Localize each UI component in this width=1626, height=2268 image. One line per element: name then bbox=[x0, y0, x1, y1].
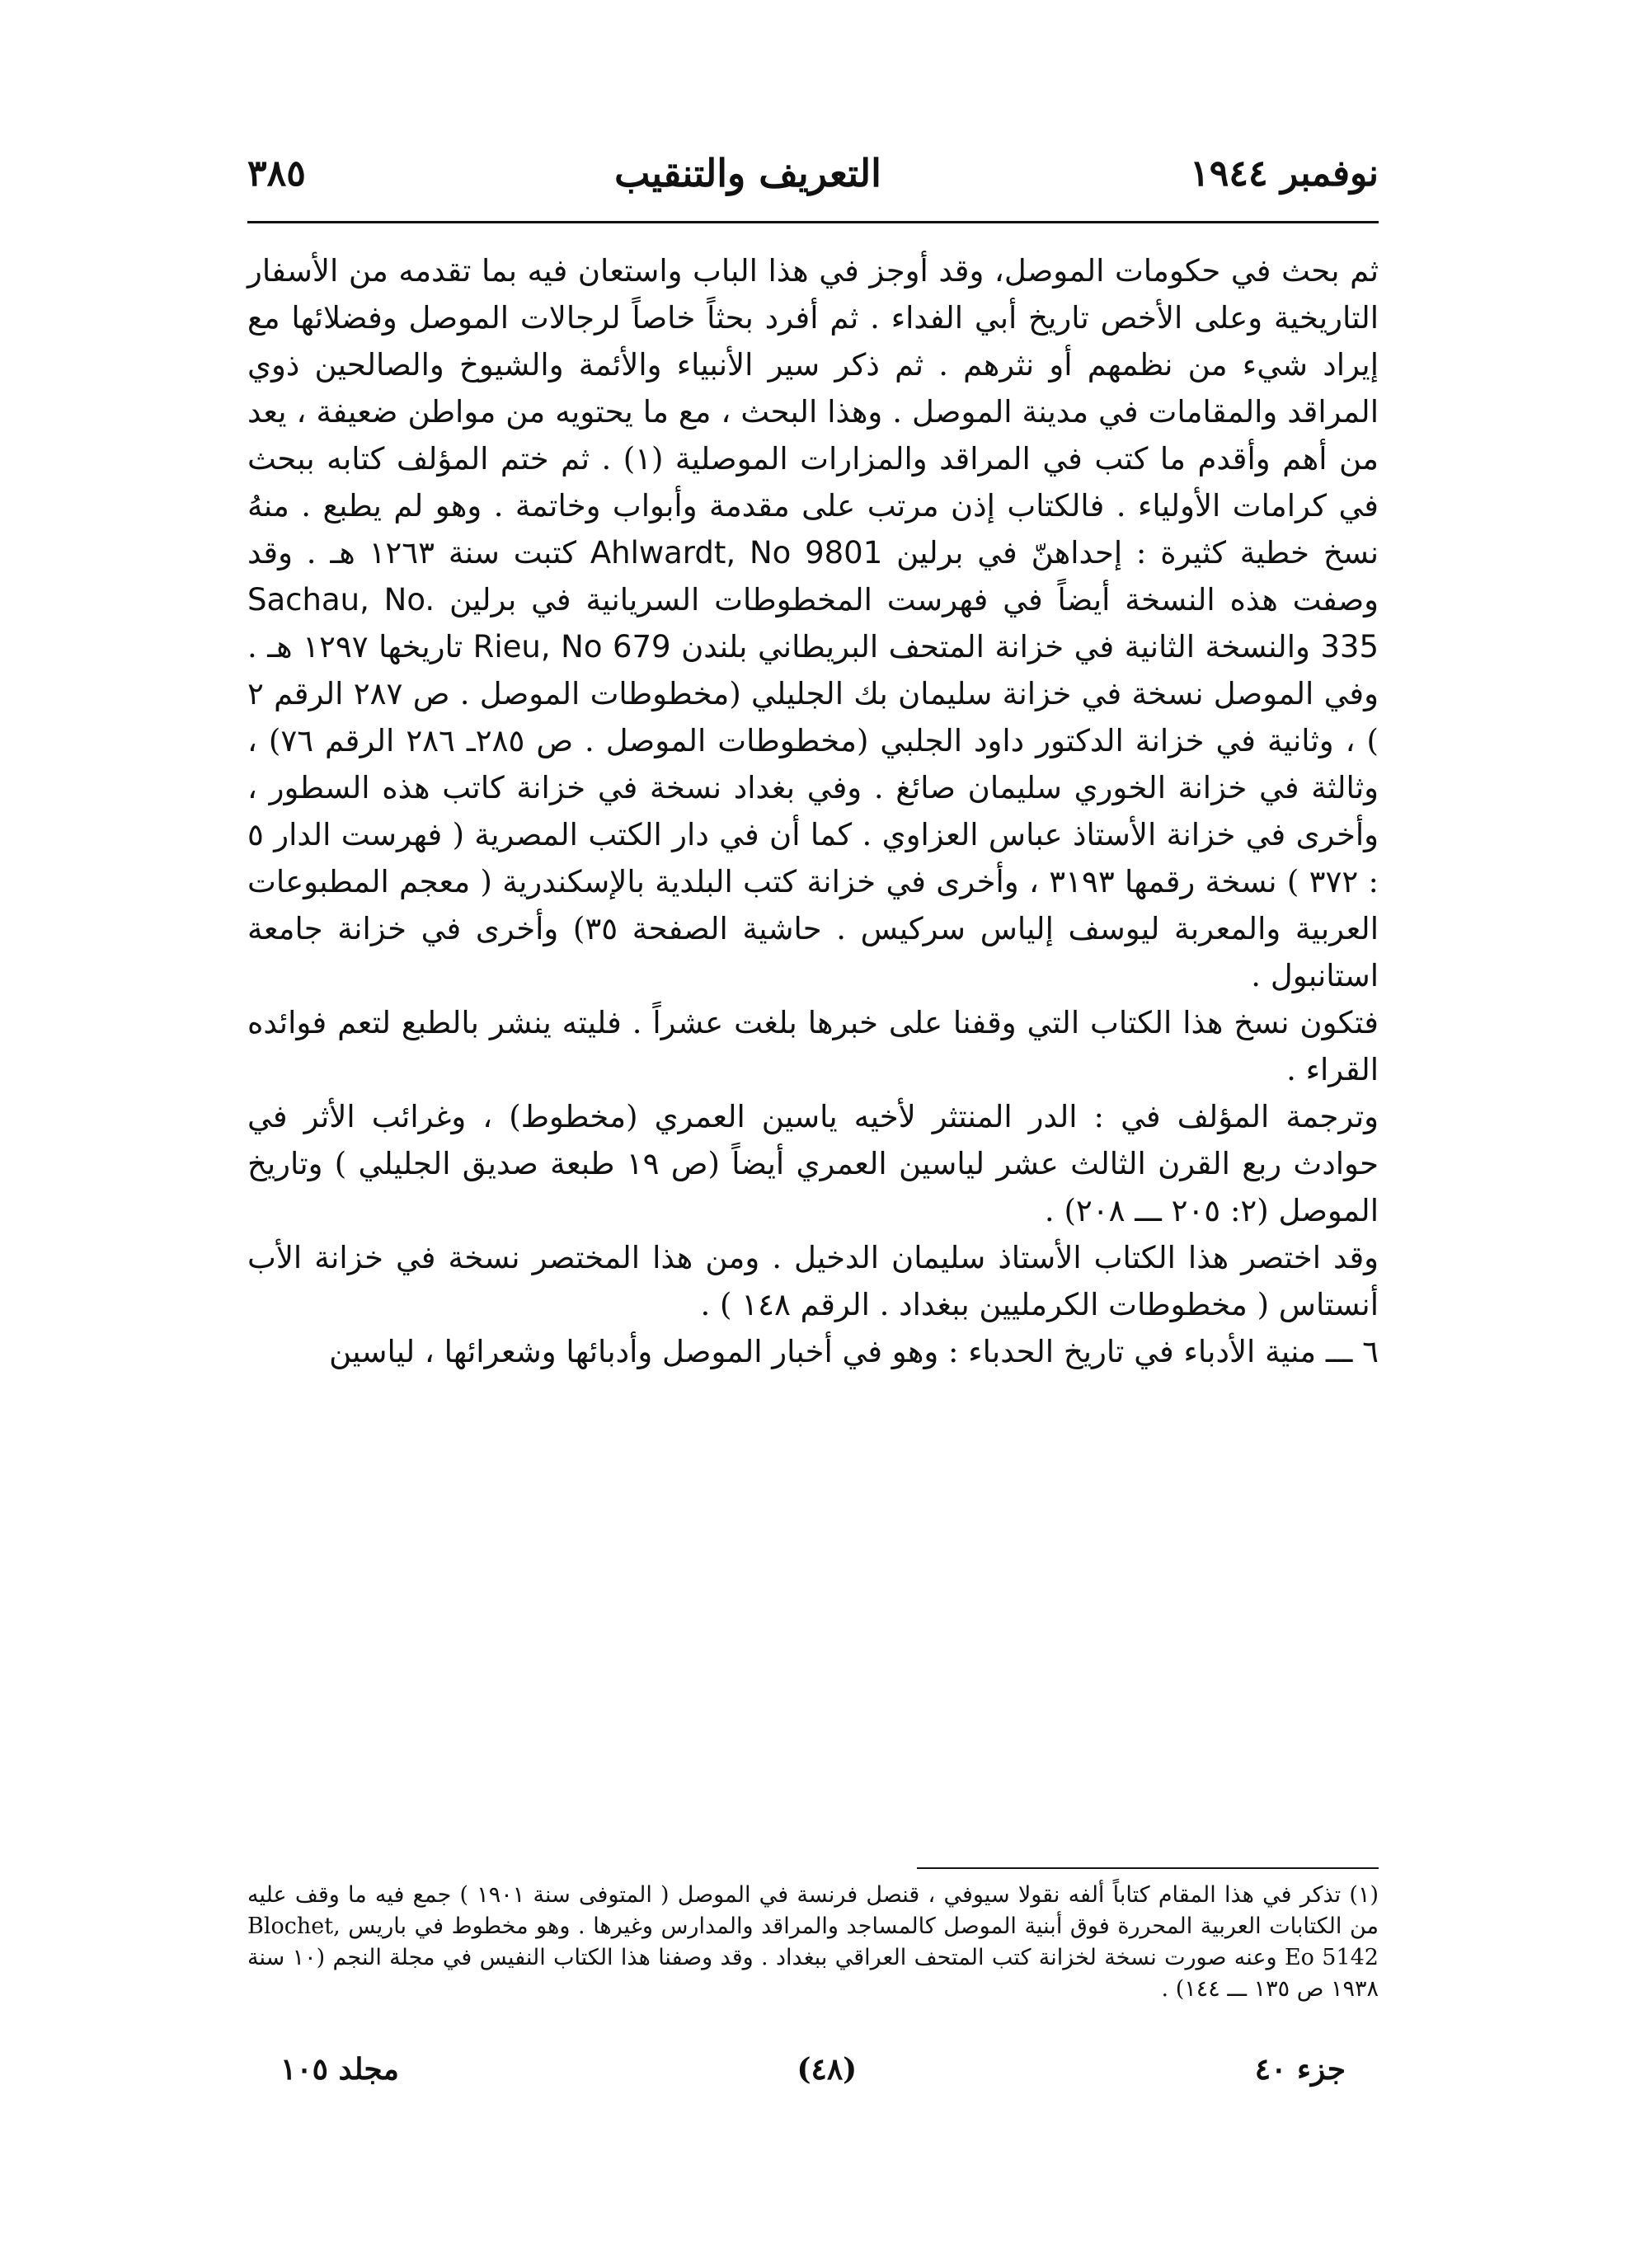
citation-blochet: Blochet, Eo 5142 bbox=[247, 1913, 1379, 1970]
citation-rieu: Rieu, No 679 bbox=[472, 629, 671, 664]
footnote-1 bbox=[247, 1880, 1379, 2005]
page-number: ٣٨٥ bbox=[247, 152, 306, 195]
footer-volume: مجلد ١٠٥ bbox=[280, 2052, 399, 2087]
footnote bbox=[247, 1880, 1379, 2005]
paragraph-4: وقد اختصر هذا الكتاب الأستاذ سليمان الدخيل . ومن هذا المختصر نسخة في خزانة الأب أنستاس ( مخطوطات الكرمليين ببغداد . الرقم ١٤٨ ) . bbox=[247, 1240, 1379, 1322]
page-footer bbox=[280, 2045, 1346, 2094]
header-rule bbox=[247, 221, 1379, 223]
paragraph-1-text-c: والنسخة الثانية في خزانة المتحف البريطاني بلندن bbox=[681, 629, 1310, 664]
header-date: نوفمبر ١٩٤٤ bbox=[1190, 152, 1379, 195]
citation-ahlwardt: Ahlwardt, No 9801 bbox=[590, 535, 883, 571]
paragraph-1 bbox=[247, 247, 1379, 999]
paragraph-5: ٦ ـــ منية الأدباء في تاريخ الحدباء : وهو في أخبار الموصل وأدبائها وشعرائها ، لياسين bbox=[329, 1334, 1379, 1369]
running-title: التعريف والتنقيب bbox=[614, 151, 881, 195]
paragraph-1-text-b: كتبت سنة ١٢٦٣ هـ . وقد وصفت هذه النسخة أيضاً في فهرست المخطوطات السريانية في برلين bbox=[247, 535, 1379, 617]
main-text bbox=[247, 247, 1379, 1375]
page-header bbox=[247, 144, 1379, 202]
footer-part: جزء ٤٠ bbox=[1254, 2052, 1346, 2087]
citation-sachau: Sachau, No. 335 bbox=[247, 582, 1379, 664]
paragraph-3: وترجمة المؤلف في : الدر المنتثر لأخيه ياسين العمري (مخطوط) ، وغرائب الأثر في حوادث ربع القرن الثالث عشر لياسين العمري أيضاً (ص ١٩ طبعة صديق الجليلي ) وتاريخ الموصل (٢: ٢٠٥ ـــ ٢٠٨) . bbox=[247, 1099, 1379, 1228]
footnote-text-b: وعنه صورت نسخة لخزانة كتب المتحف العراقي ببغداد . وقد وصفنا هذا الكتاب النفيس في مجلة النجم (١٠ سنة ١٩٣٨ ص ١٣٥ ـــ ١٤٤) . bbox=[247, 1945, 1379, 2002]
paragraph-1-text: ثم بحث في حكومات الموصل، وقد أوجز في هذا الباب واستعان فيه بما تقدمه من الأسفار التاريخية وعلى الأخص تاريخ أبي الفداء . ثم أفرد بحثاً خاصاً لرجالات الموصل وفضلائها مع إيراد شيء من نظمهم أو نثرهم . ثم ذكر سير الأنبياء والأئمة والشيوخ والصالحين ذوي المراقد والمقامات في مدينة الموصل . وهذا البحث ، مع ما يحتويه من مواطن ضعيفة ، يعد من أهم وأقدم ما كتب في المراقد والمزارات الموصلية (١) . ثم ختم المؤلف كتابه ببحث في كرامات الأولياء . فالكتاب إذن مرتب على مقدمة وأبواب وخاتمة . وهو لم يطبع . منهُ نسخ خطية كثيرة : إحداهنّ في برلين bbox=[247, 253, 1379, 571]
footnote-rule bbox=[917, 1867, 1379, 1869]
paragraph-2: فتكون نسخ هذا الكتاب التي وقفنا على خبرها بلغت عشراً . فليته ينشر بالطبع لتعم فوائده القراء . bbox=[247, 1005, 1379, 1087]
footer-page-index: (٤٨) bbox=[797, 2052, 858, 2087]
paragraph-1-text-d: تاريخها ١٢٩٧ هـ . وفي الموصل نسخة في خزانة سليمان بك الجليلي (مخطوطات الموصل . ص ٢٨٧ الرقم ٢ ) ، وثانية في خزانة الدكتور داود الجلبي (مخطوطات الموصل . ص ٢٨٥ـ ٢٨٦ الرقم ٧٦) ، وثالثة في خزانة الخوري سليمان صائغ . وفي بغداد نسخة في خزانة كاتب هذه السطور ، وأخرى في خزانة الأستاذ عباس العزاوي . كما أن في دار الكتب المصرية ( فهرست الدار ٥ : ٣٧٢ ) نسخة رقمها ٣١٩٣ ، وأخرى في خزانة كتب البلدية بالإسكندرية ( معجم المطبوعات العربية والمعربة ليوسف إلياس سركيس . حاشية الصفحة ٣٥) وأخرى في خزانة جامعة استانبول . bbox=[247, 629, 1379, 993]
footnote-text-a: (١) تذكر في هذا المقام كتاباً ألفه نقولا سيوفي ، قنصل فرنسة في الموصل ( المتوفى سنة ١٩٠١ ) جمع فيه ما وقف عليه من الكتابات العربية المحررة فوق أبنية الموصل كالمساجد والمراقد والمدارس وغيرها . وهو مخطوط في باريس bbox=[247, 1882, 1379, 1939]
